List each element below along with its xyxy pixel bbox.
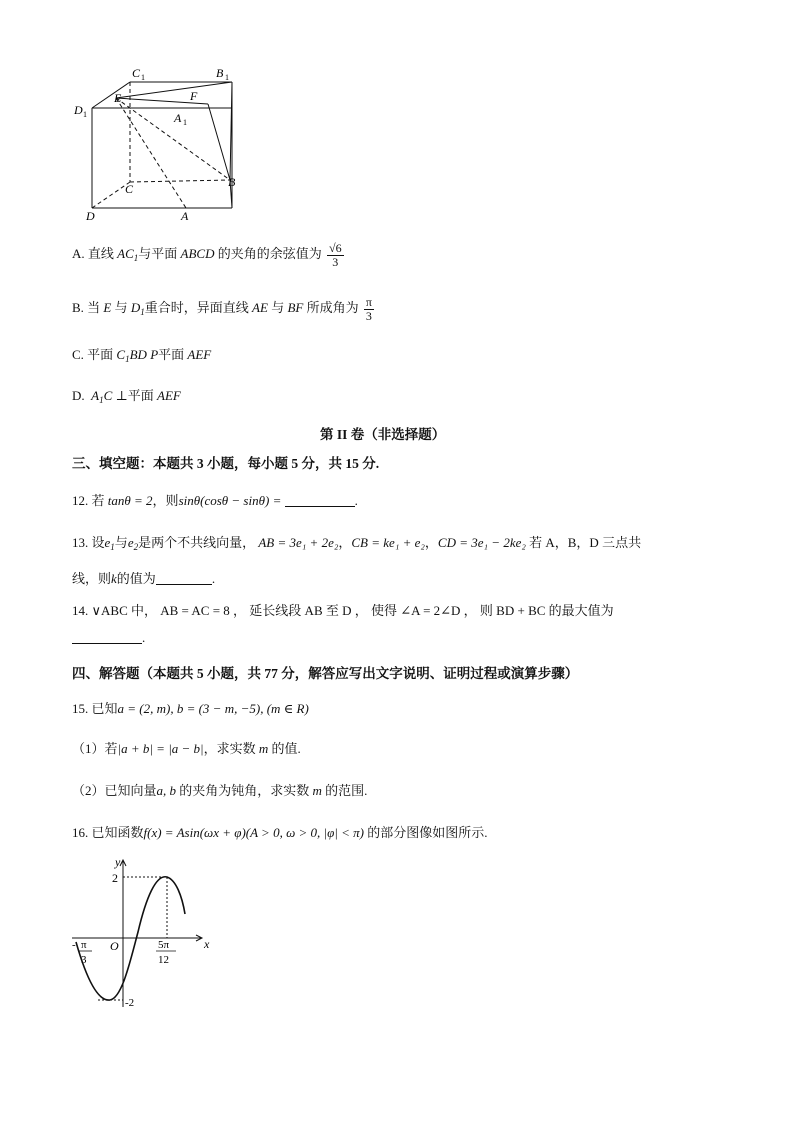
part-4-heading: 四、解答题（本题共 5 小题，共 77 分，解答应写出文字说明、证明过程或演算步骤） xyxy=(72,666,579,681)
label-d1: D xyxy=(74,103,83,117)
graph-y-label: y xyxy=(115,855,121,869)
label-b1: B xyxy=(216,66,224,80)
svg-text:1: 1 xyxy=(225,73,229,82)
section-title: 第 II 卷（非选择题） xyxy=(320,427,446,442)
label-f: F xyxy=(190,89,198,103)
svg-text:1: 1 xyxy=(141,73,145,82)
option-c: C. 平面 $C_1BD$ P平面 AEF xyxy=(72,347,212,364)
question-15-part-2: （2）已知向量a, b 的夹角为钝角，求实数 m 的范围. xyxy=(72,783,368,798)
svg-text:1: 1 xyxy=(83,110,87,119)
question-13: 13. 设$e_1$与$e_2$是两个不共线向量， AB = 3e₁ + 2e₂，CB = ke₁ + e₂，CD = 3e₁ − 2ke₂ 若 A，B，D 三点共 xyxy=(72,535,642,552)
question-12: 12. 若 tanθ = 2，则sinθ(cosθ − sinθ) = . xyxy=(72,493,358,508)
graph-pos-tick-num: 5π xyxy=(158,939,170,951)
label-a1: A xyxy=(174,111,182,125)
option-d: D. $A_1C$ ⊥平面 AEF xyxy=(72,388,181,405)
label-a: A xyxy=(181,209,189,223)
label-e: E xyxy=(114,91,122,105)
label-c: C xyxy=(125,182,134,196)
label-c1: C xyxy=(132,66,141,80)
label-b: B xyxy=(228,175,236,189)
graph-pos-tick-den: 12 xyxy=(158,954,169,966)
graph-x-label: x xyxy=(204,937,210,951)
cube-figure xyxy=(70,62,250,226)
option-a: A. 直线 $AC_1$与平面 ABCD 的夹角的余弦值为 $\frac{√6}{3}$ xyxy=(72,241,342,269)
question-15: 15. 已知a = (2, m), b = (3 − m, −5), (m ∈ R) xyxy=(72,701,309,716)
graph-neg-tick-num: π xyxy=(81,939,87,951)
sine-graph xyxy=(68,852,218,1012)
graph-origin-label: O xyxy=(110,939,119,953)
graph-neg-tick-den: 3 xyxy=(81,954,87,966)
svg-text:-: - xyxy=(72,939,76,951)
question-14-blank: . xyxy=(72,630,145,646)
question-13-line2: 线，则k的值为 . xyxy=(72,571,216,586)
question-16: 16. 已知函数f(x) = Asin(ωx + φ)(A > 0, ω > 0, |φ| < π) 的部分图像如图所示. xyxy=(72,825,488,840)
graph-min-label: -2 xyxy=(125,997,135,1009)
label-d: D xyxy=(86,209,95,223)
svg-text:1: 1 xyxy=(183,118,187,127)
part-3-heading: 三、填空题：本题共 3 小题，每小题 5 分，共 15 分. xyxy=(72,456,380,471)
option-b: B. 当 E 与 $D_1$重合时，异面直线 AE 与 BF 所成角为 $\frac{\pi}{3}$ xyxy=(72,295,372,323)
graph-max-label: 2 xyxy=(112,871,118,885)
question-15-part-1: （1）若|a + b| = |a − b|，求实数 m 的值. xyxy=(72,741,301,756)
question-14: 14. ∨ABC 中， AB = AC = 8 ， 延长线段 AB 至 D ， 使得 ∠A = 2∠D ， 则 BD + BC 的最大值为 xyxy=(72,603,614,618)
